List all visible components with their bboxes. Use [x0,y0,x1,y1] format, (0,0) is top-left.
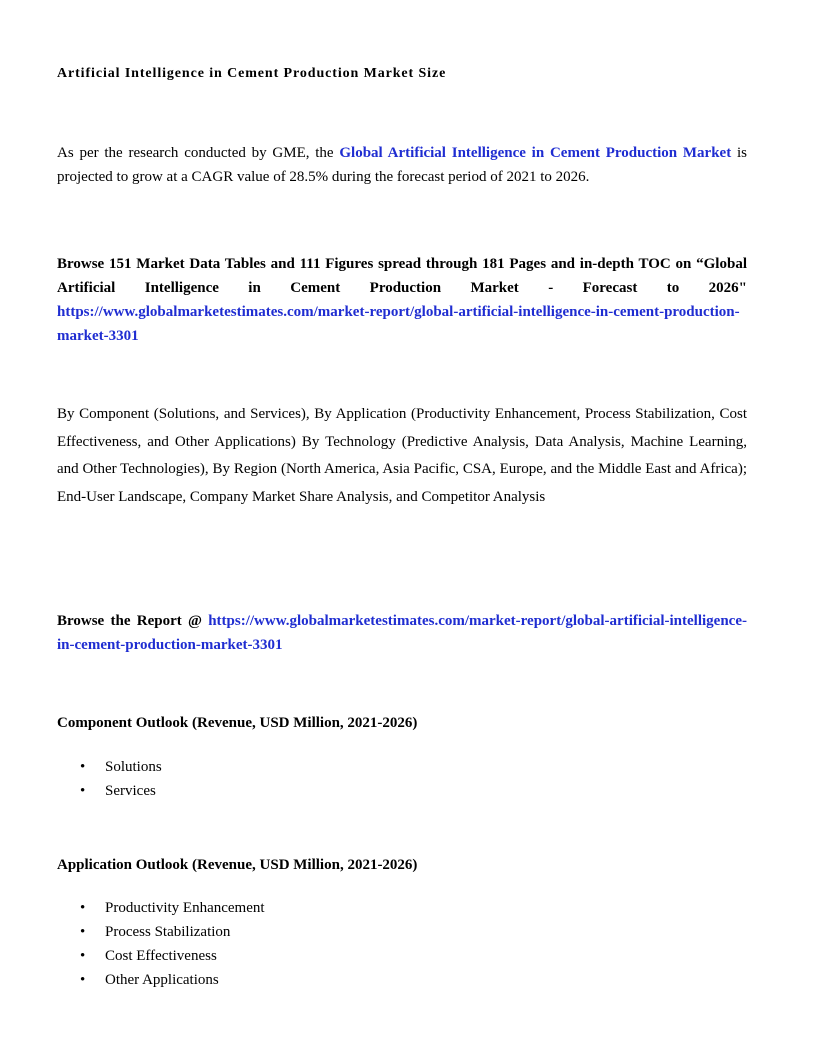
intro-lead: As per the research conducted by GME, the [57,145,340,161]
component-outlook-list [57,755,162,803]
application-outlook-heading: Application Outlook (Revenue, USD Million, 2021-2026) [57,857,418,873]
browse-toc-paragraph [57,252,747,348]
list-item [57,779,162,803]
application-outlook-list [57,896,265,992]
list-item [57,755,162,779]
document-title: Artificial Intelligence in Cement Production Market Size [57,66,447,81]
list-item [57,968,265,992]
intro-paragraph [57,141,747,189]
component-outlook-heading: Component Outlook (Revenue, USD Million, 2021-2026) [57,715,418,731]
browse-toc-text: Browse 151 Market Data Tables and 111 Figures spread through 181 Pages and in-depth TOC on “Global Artificial Intelligence in Cement Production Market - Forecast to 2026" [57,256,747,296]
list-item-label: Process Stabilization [105,924,231,940]
intro-tail: is projected to grow at a CAGR value of 28.5% during the forecast period of 2021 to 2026. [57,145,747,185]
segments-paragraph: By Component (Solutions, and Services), By Application (Productivity Enhancement, Process Stabilization, Cost Effectiveness, and Other Applications) By Technology (Predictive Analysis, Data Analysis, Machine Learning, and Other Technologies), By Region (North America, Asia Pacific, CSA, Europe, and the Middle East and Africa); End-User Landscape, Company Market Share Analysis, and Competitor Analysis [57,406,747,505]
browse-report-paragraph [57,609,747,657]
bullet-icon: • [80,759,86,775]
list-item-label: Productivity Enhancement [105,900,265,916]
list-item-label: Services [105,783,156,799]
bullet-icon: • [80,972,86,988]
browse-report-url-link[interactable]: https://www.globalmarketestimates.com/market-report/global-artificial-intelligence-in-cement-production-market-3301 [57,613,747,653]
list-item-label: Cost Effectiveness [105,948,217,964]
browse-report-text: Browse the Report @ [57,613,209,629]
list-item-label: Other Applications [105,972,219,988]
browse-toc-url-link[interactable]: https://www.globalmarketestimates.com/market-report/global-artificial-intelligence-in-cement-production-market-3301 [57,304,740,344]
list-item [57,944,265,968]
list-item [57,896,265,920]
list-item-label: Solutions [105,759,162,775]
bullet-icon: • [80,924,86,940]
market-link[interactable]: Global Artificial Intelligence in Cement Production Market [339,145,732,161]
bullet-icon: • [80,948,86,964]
bullet-icon: • [80,900,86,916]
bullet-icon: • [80,783,86,799]
list-item [57,920,265,944]
